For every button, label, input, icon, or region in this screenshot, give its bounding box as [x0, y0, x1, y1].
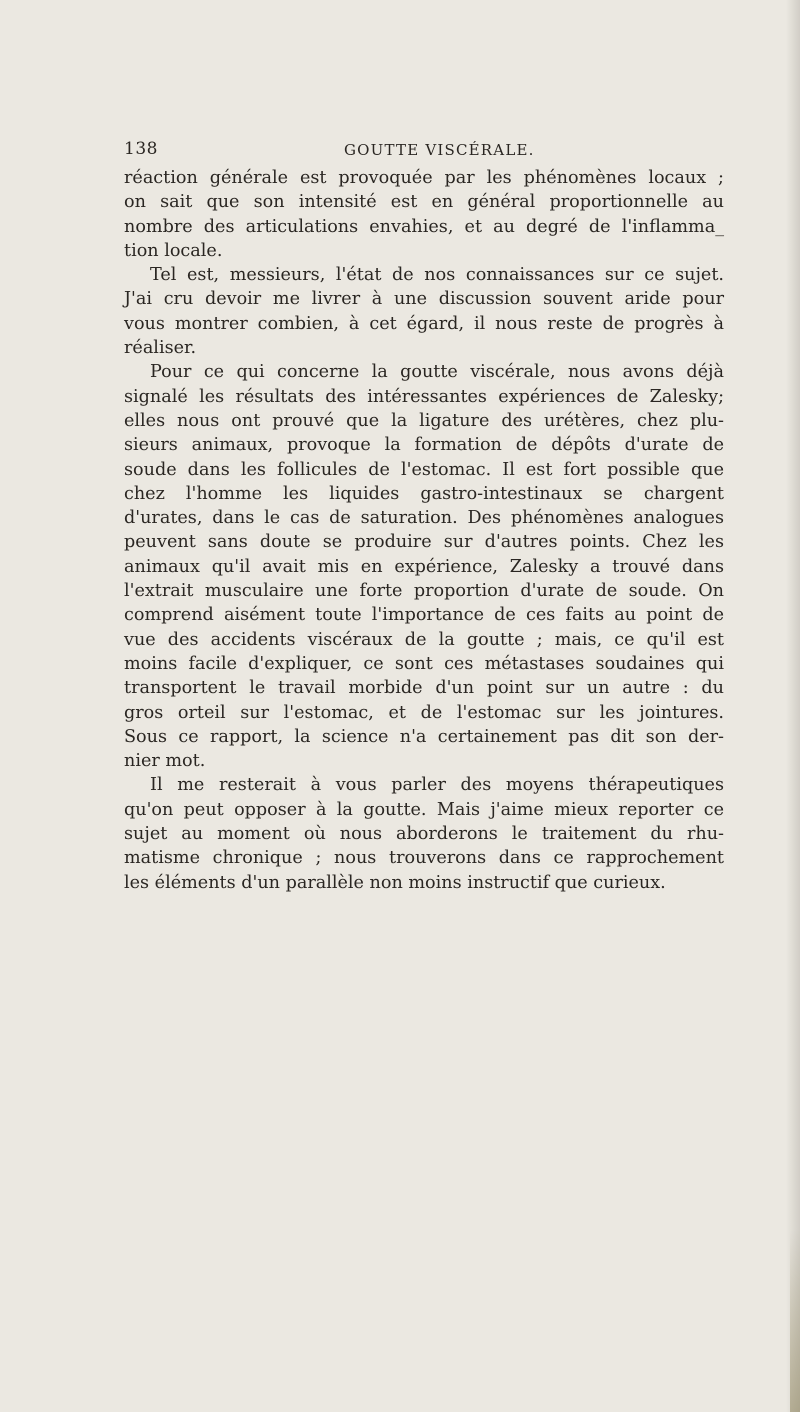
text-line: sieurs animaux, provoque la formation de dépôts d'urate de: [124, 435, 724, 456]
text-line: J'ai cru devoir me livrer à une discussion souvent aride pour: [124, 289, 724, 310]
text-line: gros orteil sur l'estomac, et de l'estomac sur les jointures.: [124, 702, 724, 723]
text-line: vue des accidents viscéraux de la goutte ; mais, ce qu'il est: [124, 629, 724, 650]
running-title: GOUTTE VISCÉRALE.: [344, 141, 535, 159]
page-header: [124, 139, 724, 163]
text-line: Il me resterait à vous parler des moyens thérapeutiques: [150, 775, 724, 796]
text-line: Sous ce rapport, la science n'a certainement pas dit son der-: [124, 726, 724, 747]
text-line: réaction générale est provoquée par les phénomènes locaux ;: [124, 168, 724, 188]
text-line: nombre des articulations envahies, et au degré de l'inflamma_: [124, 216, 724, 237]
text-line: qu'on peut opposer à la goutte. Mais j'aime mieux reporter ce: [124, 799, 724, 820]
text-line: l'extrait musculaire une forte proportion d'urate de soude. On: [124, 581, 724, 602]
text-line: vous montrer combien, à cet égard, il nous reste de progrès à: [124, 313, 724, 334]
text-line: d'urates, dans le cas de saturation. Des phénomènes analogues: [124, 508, 724, 529]
text-line: elles nous ont prouvé que la ligature des urétères, chez plu-: [124, 410, 724, 431]
text-line: comprend aisément toute l'importance de ces faits au point de: [124, 605, 724, 626]
page-number: 138: [124, 139, 158, 159]
text-line: moins facile d'expliquer, ce sont ces métastases soudaines qui: [124, 653, 724, 674]
text-line: nier mot.: [124, 751, 206, 772]
text-line: matisme chronique ; nous trouverons dans ce rapprochement: [124, 848, 724, 869]
page-edge-stain: [790, 1230, 800, 1412]
text-line: sujet au moment où nous aborderons le traitement du rhu-: [124, 824, 724, 845]
text-line: Tel est, messieurs, l'état de nos connaissances sur ce sujet.: [150, 265, 724, 286]
text-line: on sait que son intensité est en général proportionnelle au: [124, 192, 724, 213]
text-line: réaliser.: [124, 338, 197, 359]
text-line: peuvent sans doute se produire sur d'autres points. Chez les: [124, 532, 724, 553]
text-line: transportent le travail morbide d'un point sur un autre : du: [124, 678, 724, 699]
text-line: les éléments d'un parallèle non moins instructif que curieux.: [124, 872, 666, 893]
text-line: Pour ce qui concerne la goutte viscérale, nous avons déjà: [150, 362, 724, 383]
body-text: [124, 166, 724, 895]
text-line: signalé les résultats des intéressantes expériences de Zalesky;: [124, 386, 724, 407]
text-line: soude dans les follicules de l'estomac. Il est fort possible que: [124, 459, 724, 480]
text-line: tion locale.: [124, 240, 223, 261]
text-line: chez l'homme les liquides gastro-intestinaux se chargent: [124, 483, 724, 504]
page-edge-shadow: [786, 0, 800, 1412]
text-line: animaux qu'il avait mis en expérience, Zalesky a trouvé dans: [124, 556, 724, 577]
